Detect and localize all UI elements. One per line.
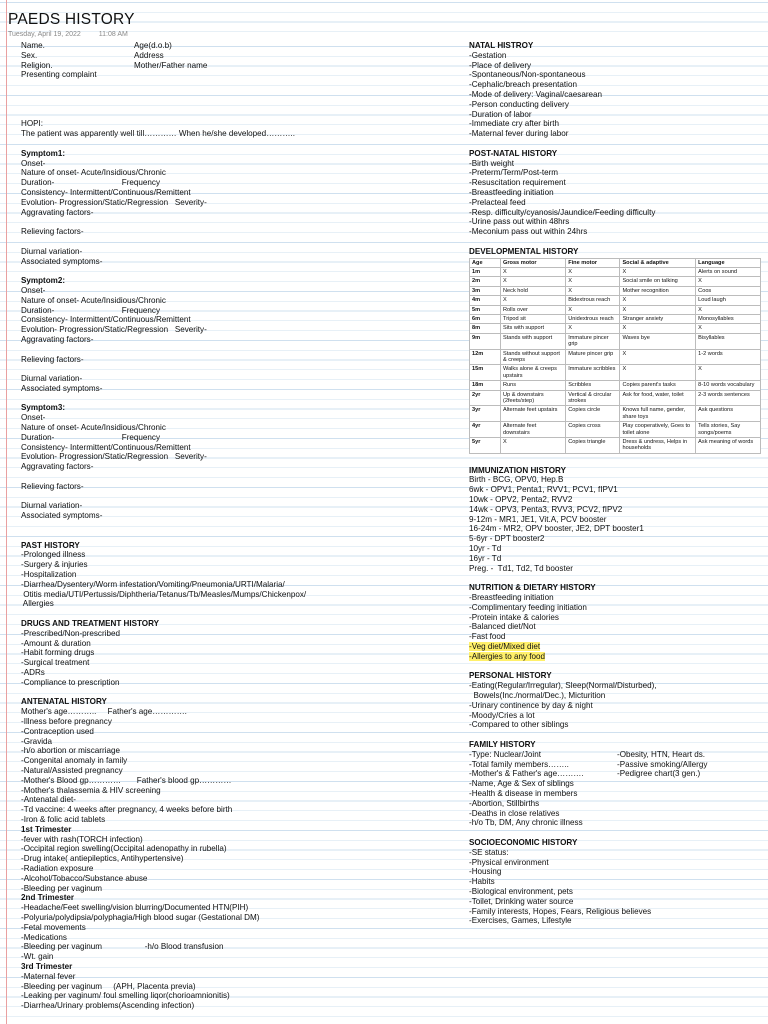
symptom-line: Duration- Frequency bbox=[21, 432, 160, 442]
relieving-factors: Relieving factors- bbox=[21, 481, 84, 491]
milestone-cell: 1-2 words bbox=[696, 349, 761, 365]
relieving-factors: Relieving factors- bbox=[21, 354, 84, 364]
symptom-line: Onset- bbox=[21, 285, 46, 295]
presenting-complaint: Presenting complaint bbox=[21, 70, 97, 80]
milestone-cell: Neck hold bbox=[501, 286, 566, 295]
section-title: NATAL HISTROY bbox=[469, 41, 534, 50]
section-line: -Prolonged illness bbox=[21, 550, 86, 560]
section-line: Allergies bbox=[21, 599, 54, 609]
milestone-cell: 2-3 words sentences bbox=[696, 390, 761, 406]
section-line: 10wk - OPV2, Penta2, RVV2 bbox=[469, 495, 573, 505]
age-cell: 6m bbox=[470, 314, 501, 323]
milestone-cell: X bbox=[620, 349, 696, 365]
age-cell: 5yr bbox=[470, 438, 501, 454]
milestone-cell: Knows full name, gender, share toys bbox=[620, 406, 696, 422]
table-row bbox=[470, 277, 761, 286]
milestone-cell: Alternate feet downstairs bbox=[501, 422, 566, 438]
section-line: -Birth weight bbox=[469, 158, 514, 168]
age-cell: 8m bbox=[470, 324, 501, 333]
section-line: -Diarrhea/Dysentery/Worm infestation/Vomiting/Pneumonia/URTI/Malaria/ bbox=[21, 579, 285, 589]
table-row bbox=[470, 381, 761, 390]
section-line: -Breastfeeding initiation bbox=[469, 593, 554, 603]
age-cell: 1m bbox=[470, 267, 501, 276]
milestone-cell: Stranger anxiety bbox=[620, 314, 696, 323]
milestone-cell: Ask for food, water, toilet bbox=[620, 390, 696, 406]
hopi-text: The patient was apparently well till………… When he/she developed……….. bbox=[21, 129, 295, 139]
drugs-history bbox=[21, 619, 451, 697]
section-title: DRUGS AND TREATMENT HISTORY bbox=[21, 619, 160, 629]
natal-history bbox=[469, 41, 761, 149]
paired-line: -Total family members…….. -Passive smoking/Allergy bbox=[469, 759, 708, 769]
symptom-title: Symptom1: bbox=[21, 148, 66, 158]
section-line: Bowels(Inc./normal/Dec.), Micturition bbox=[469, 691, 606, 700]
milestone-cell: Bidextrous reach bbox=[566, 296, 620, 305]
section-line: -Prelacteal feed bbox=[469, 197, 526, 207]
milestone-cell: X bbox=[620, 365, 696, 381]
section-line: -Surgery & injuries bbox=[21, 560, 88, 570]
section-line: 10yr - Td bbox=[469, 544, 502, 554]
section-line: -Housing bbox=[469, 867, 502, 877]
milestone-cell: Copies cross bbox=[566, 422, 620, 438]
milestone-cell: X bbox=[501, 277, 566, 286]
milestone-cell: Play cooperatively, Goes to toilet alone bbox=[620, 422, 696, 438]
milestone-cell: Ask questions bbox=[696, 406, 761, 422]
section-line: Birth - BCG, OPV0, Hep.B bbox=[469, 475, 564, 485]
relieving-factors: Relieving factors- bbox=[21, 227, 84, 237]
symptom-line: Consistency- Intermittent/Continuous/Remittent bbox=[21, 187, 191, 197]
section-line: -Mother's thalassemia & HIV screening bbox=[21, 785, 161, 795]
age-cell: 4m bbox=[470, 296, 501, 305]
age-cell: 15m bbox=[470, 365, 501, 381]
milestone-cell: Rolls over bbox=[501, 305, 566, 314]
section-line: -Bleeding per vaginum bbox=[21, 883, 102, 893]
milestone-cell: Mother recognition bbox=[620, 286, 696, 295]
column-header: Gross motor bbox=[501, 258, 566, 267]
section-line: -Diarrhea/Urinary problems(Ascending infection) bbox=[21, 1001, 195, 1011]
table-row bbox=[470, 438, 761, 454]
milestone-cell: 8-10 words vocabulary bbox=[696, 381, 761, 390]
milestone-cell: X bbox=[501, 267, 566, 276]
age-cell: 3yr bbox=[470, 406, 501, 422]
section-line: -SE status: bbox=[469, 847, 509, 857]
table-row bbox=[470, 390, 761, 406]
associated-symptoms: Associated symptoms- bbox=[21, 383, 103, 393]
section-line: 16-24m - MR2, OPV booster, JE2, DPT booster1 bbox=[469, 524, 644, 534]
milestone-cell: Runs bbox=[501, 381, 566, 390]
section-line: -Bleeding per vaginum (APH, Placenta previa) bbox=[21, 981, 196, 991]
milestone-cell: X bbox=[620, 296, 696, 305]
section-line: -Fast food bbox=[469, 632, 506, 642]
milestone-cell: Stands without support & creeps bbox=[501, 349, 566, 365]
socioeconomic-history bbox=[469, 838, 761, 926]
section-title: SOCIOECONOMIC HISTORY bbox=[469, 837, 578, 847]
symptom-line: Duration- Frequency bbox=[21, 305, 160, 315]
section-title: DEVELOPMENTAL HISTORY bbox=[469, 246, 579, 256]
immunization-history bbox=[469, 466, 761, 584]
section-line: 9-12m - MR1, JE1, Vit.A, PCV booster bbox=[469, 514, 607, 524]
section-line: -Drug intake( antiepileptics, Antihypertensive) bbox=[21, 854, 184, 864]
section-line: -Headache/Feet swelling/vision blurring/Documented HTN(PIH) bbox=[21, 903, 249, 913]
section-line: -Gravida bbox=[21, 736, 53, 746]
milestone-cell: X bbox=[566, 267, 620, 276]
symptom-line: Onset- bbox=[21, 413, 46, 423]
section-line: -Breastfeeding initiation bbox=[469, 187, 554, 197]
symptom-block bbox=[21, 276, 451, 403]
section-line: -Antenatal diet- bbox=[21, 795, 76, 805]
symptom-line: Aggravating factors- bbox=[21, 207, 94, 217]
section-line: -Alcohol/Tobacco/Substance abuse bbox=[21, 873, 148, 883]
milestone-cell: Social smile on talking bbox=[620, 277, 696, 286]
milestone-cell: X bbox=[696, 305, 761, 314]
section-line: -Polyuria/polydipsia/polyphagia/High blood sugar (Gestational DM) bbox=[21, 912, 260, 922]
milestone-cell: X bbox=[620, 305, 696, 314]
age-cell: 2m bbox=[470, 277, 501, 286]
hopi-title: HOPI: bbox=[21, 119, 44, 129]
paired-line: -Mother's & Father's age………. -Pedigree chart(3 gen.) bbox=[469, 769, 701, 779]
section-line: -Place of delivery bbox=[469, 60, 532, 70]
age-cell: 2yr bbox=[470, 390, 501, 406]
table-row bbox=[470, 406, 761, 422]
section-line: -Habits bbox=[469, 877, 495, 887]
milestone-cell: X bbox=[566, 277, 620, 286]
section-line: -Exercises, Games, Lifestyle bbox=[469, 916, 572, 926]
section-line: -Protein intake & calories bbox=[469, 612, 559, 622]
trimester-title: 1st Trimester bbox=[21, 824, 72, 834]
section-title: POST-NATAL HISTORY bbox=[469, 148, 558, 158]
section-line: -Leaking per vaginum/ foul smelling liqor(chorioamnionitis) bbox=[21, 991, 230, 1001]
milestone-cell: Tripod sit bbox=[501, 314, 566, 323]
personal-row: Religion. Mother/Father name bbox=[21, 60, 208, 70]
column-header: Age bbox=[470, 258, 501, 267]
associated-symptoms: Associated symptoms- bbox=[21, 511, 103, 521]
milestone-cell: Dress & undress, Helps in households bbox=[620, 438, 696, 454]
personal-history bbox=[469, 671, 761, 740]
section-line: -Bleeding per vaginum -h/o Blood transfusion bbox=[21, 942, 224, 952]
section-line: -Compliance to prescription bbox=[21, 677, 120, 687]
milestone-cell: Copies triangle bbox=[566, 438, 620, 454]
symptom-line: Evolution- Progression/Static/Regression Severity- bbox=[21, 452, 207, 462]
milestone-cell: Immature pincer grip bbox=[566, 333, 620, 349]
table-row bbox=[470, 286, 761, 295]
symptom-line: Nature of onset- Acute/Insidious/Chronic bbox=[21, 168, 166, 178]
section-line: -Spontaneous/Non-spontaneous bbox=[469, 70, 586, 80]
right-column bbox=[469, 41, 761, 926]
trimester-title: 2nd Trimester bbox=[21, 893, 75, 903]
section-line: -Toilet, Drinking water source bbox=[469, 896, 574, 906]
timestamp bbox=[8, 31, 146, 38]
age-cell: 5m bbox=[470, 305, 501, 314]
postnatal-history bbox=[469, 149, 761, 247]
milestone-cell: Immature scribbles bbox=[566, 365, 620, 381]
diurnal-variation: Diurnal variation- bbox=[21, 374, 83, 384]
trimester-title: 3rd Trimester bbox=[21, 961, 73, 971]
section-line: -Eating(Regular/Irregular), Sleep(Normal/Disturbed), bbox=[469, 681, 657, 691]
developmental-history bbox=[469, 247, 761, 466]
time-label: 11:08 AM bbox=[98, 31, 128, 38]
table-row bbox=[470, 324, 761, 333]
section-line: -Contraception used bbox=[21, 726, 94, 736]
table-row bbox=[470, 365, 761, 381]
milestone-cell: X bbox=[620, 324, 696, 333]
highlighted-line: -Allergies to any food bbox=[469, 651, 546, 661]
symptom-title: Symptom3: bbox=[21, 403, 66, 413]
section-line: -Preterm/Term/Post-term bbox=[469, 168, 559, 178]
symptom-line: Onset- bbox=[21, 158, 46, 168]
section-line: -Illness before pregnancy bbox=[21, 716, 112, 726]
section-line: -Prescribed/Non-prescribed bbox=[21, 628, 120, 638]
section-line: -Mother's Blood gp………… Father's blood gp………… bbox=[21, 775, 232, 785]
section-line: -Person conducting delivery bbox=[469, 99, 569, 109]
section-line: -Duration of labor bbox=[469, 109, 532, 119]
personal-row: Name. Age(d.o.b) bbox=[21, 41, 172, 50]
highlighted-line: -Veg diet/Mixed diet bbox=[469, 642, 541, 652]
section-line: -h/o abortion or miscarriage bbox=[21, 746, 120, 756]
milestone-cell: Vertical & circular strokes bbox=[566, 390, 620, 406]
page-title: PAEDS HISTORY bbox=[8, 11, 135, 28]
milestone-cell: X bbox=[566, 286, 620, 295]
section-line: -Health & disease in members bbox=[469, 788, 578, 798]
section-title: IMMUNIZATION HISTORY bbox=[469, 465, 566, 475]
milestone-cell: Walks alone & creeps upstairs bbox=[501, 365, 566, 381]
milestone-cell: Copies circle bbox=[566, 406, 620, 422]
milestone-cell: Scribbles bbox=[566, 381, 620, 390]
section-line: -Physical environment bbox=[469, 857, 549, 867]
section-line: -Resp. difficulty/cyanosis/Jaundice/Feeding difficulty bbox=[469, 207, 656, 217]
table-row bbox=[470, 422, 761, 438]
section-line: -Iron & folic acid tablets bbox=[21, 814, 106, 824]
milestone-cell: Waves bye bbox=[620, 333, 696, 349]
section-line: -Radiation exposure bbox=[21, 863, 94, 873]
section-line: -Gestation bbox=[469, 50, 507, 60]
section-line: -Occipital region swelling(Occipital adenopathy in rubella) bbox=[21, 844, 227, 854]
milestone-cell: Loud laugh bbox=[696, 296, 761, 305]
section-line: -Name, Age & Sex of siblings bbox=[469, 779, 574, 789]
section-line: -Natural/Assisted pregnancy bbox=[21, 765, 123, 775]
symptom-line: Evolution- Progression/Static/Regression Severity- bbox=[21, 197, 207, 207]
section-line: -Habit forming drugs bbox=[21, 648, 95, 658]
section-line: 16yr - Td bbox=[469, 553, 502, 563]
section-line: -Urine pass out within 48hrs bbox=[469, 217, 570, 227]
milestone-cell: Copies parent's tasks bbox=[620, 381, 696, 390]
milestone-cell: Monosyllables bbox=[696, 314, 761, 323]
section-line: -Family interests, Hopes, Fears, Religious believes bbox=[469, 906, 652, 916]
section-title: PAST HISTORY bbox=[21, 540, 80, 550]
section-line: Otitis media/UTI/Pertussis/Diphtheria/Tetanus/Tb/Measles/Mumps/Chickenpox/ bbox=[21, 589, 307, 599]
section-line: -Moody/Cries a lot bbox=[469, 710, 535, 720]
milestone-cell: Coos bbox=[696, 286, 761, 295]
milestone-cell: Ask meaning of words bbox=[696, 438, 761, 454]
section-title: NUTRITION & DIETARY HISTORY bbox=[469, 583, 596, 593]
section-line: -Biological environment, pets bbox=[469, 886, 573, 896]
milestone-cell: X bbox=[696, 277, 761, 286]
symptom-title: Symptom2: bbox=[21, 276, 66, 286]
milestone-cell: Alerts on sound bbox=[696, 267, 761, 276]
age-cell: 18m bbox=[470, 381, 501, 390]
paired-line: -Type: Nuclear/Joint -Obesity, HTN, Heart ds. bbox=[469, 749, 705, 759]
symptom-line: Consistency- Intermittent/Continuous/Remittent bbox=[21, 442, 191, 452]
section-line: -Urinary continence by day & night bbox=[469, 700, 593, 710]
section-line: 14wk - OPV3, Penta3, RVV3, PCV2, fIPV2 bbox=[469, 504, 623, 514]
table-row bbox=[470, 314, 761, 323]
section-line: -ADRs bbox=[21, 668, 45, 677]
table-row bbox=[470, 296, 761, 305]
symptom-line: Evolution- Progression/Static/Regression Severity- bbox=[21, 325, 207, 335]
table-row bbox=[470, 305, 761, 314]
column-header: Fine motor bbox=[566, 258, 620, 267]
section-line: -Balanced diet/Not bbox=[469, 622, 536, 632]
date-label: Tuesday, April 19, 2022 bbox=[8, 31, 81, 38]
milestone-cell: Alternate feet upstairs bbox=[501, 406, 566, 422]
age-cell: 4yr bbox=[470, 422, 501, 438]
section-line: -fever with rash(TORCH infection) bbox=[21, 834, 143, 844]
section-line: -Surgical treatment bbox=[21, 658, 90, 668]
symptom-line: Duration- Frequency bbox=[21, 178, 160, 188]
nutrition-history bbox=[469, 583, 761, 671]
milestone-cell: X bbox=[501, 438, 566, 454]
milestone-cell: Tells stories, Say songs/poems bbox=[696, 422, 761, 438]
section-line: -Meconium pass out within 24hrs bbox=[469, 227, 588, 237]
table-row bbox=[470, 267, 761, 276]
symptom-line: Aggravating factors- bbox=[21, 462, 94, 472]
symptom-line: Consistency- Intermittent/Continuous/Remittent bbox=[21, 315, 191, 325]
past-history bbox=[21, 541, 451, 619]
associated-symptoms: Associated symptoms- bbox=[21, 256, 103, 266]
section-title: ANTENATAL HISTORY bbox=[21, 697, 107, 707]
section-line: 6wk - OPV1, Penta1, RVV1, PCV1, fIPV1 bbox=[469, 485, 618, 495]
diurnal-variation: Diurnal variation- bbox=[21, 246, 83, 256]
section-line: -Mode of delivery: Vaginal/caesarean bbox=[469, 89, 603, 99]
milestone-cell: X bbox=[501, 296, 566, 305]
section-line: Preg. - Td1, Td2, Td booster bbox=[469, 563, 573, 573]
section-line: -Congenital anomaly in family bbox=[21, 756, 128, 766]
table-header-row bbox=[470, 258, 761, 267]
milestone-cell: X bbox=[696, 324, 761, 333]
section-line: -Compared to other siblings bbox=[469, 720, 569, 730]
milestone-cell: Sits with support bbox=[501, 324, 566, 333]
section-line: -Immediate cry after birth bbox=[469, 119, 559, 129]
left-column bbox=[21, 41, 451, 1011]
age-cell: 3m bbox=[470, 286, 501, 295]
column-header: Language bbox=[696, 258, 761, 267]
milestone-cell: Mature pincer grip bbox=[566, 349, 620, 365]
section-line: -Maternal fever during labor bbox=[469, 129, 569, 139]
column-header: Social & adaptive bbox=[620, 258, 696, 267]
family-history bbox=[469, 740, 761, 838]
section-line: -Deaths in close relatives bbox=[469, 808, 560, 818]
table-row bbox=[470, 349, 761, 365]
section-line: -Maternal fever bbox=[21, 971, 76, 981]
section-line: -Hospitalization bbox=[21, 570, 77, 580]
milestone-cell: X bbox=[696, 365, 761, 381]
section-line: -Resuscitation requirement bbox=[469, 178, 566, 188]
milestone-cell: X bbox=[566, 305, 620, 314]
milestones-table bbox=[469, 258, 761, 454]
milestone-cell: X bbox=[566, 324, 620, 333]
section-line: -Medications bbox=[21, 932, 67, 942]
symptom-block bbox=[21, 149, 451, 276]
symptom-line: Nature of onset- Acute/Insidious/Chronic bbox=[21, 295, 166, 305]
section-line: Mother's age……….. Father's age…………. bbox=[21, 707, 187, 717]
milestone-cell: Unidextrous reach bbox=[566, 314, 620, 323]
personal-row: Sex. Address bbox=[21, 50, 164, 60]
margin-line bbox=[6, 0, 7, 1024]
section-line: -Amount & duration bbox=[21, 638, 91, 648]
milestone-cell: X bbox=[620, 267, 696, 276]
diurnal-variation: Diurnal variation- bbox=[21, 501, 83, 511]
section-line: -Cephalic/breach presentation bbox=[469, 80, 577, 90]
section-line: -Fetal movements bbox=[21, 922, 86, 932]
section-title: PERSONAL HISTORY bbox=[469, 671, 552, 681]
section-line: -Complimentary feeding initiation bbox=[469, 602, 587, 612]
age-cell: 9m bbox=[470, 333, 501, 349]
table-row bbox=[470, 333, 761, 349]
milestone-cell: Stands with support bbox=[501, 333, 566, 349]
personal-details bbox=[21, 41, 451, 70]
symptom-line: Nature of onset- Acute/Insidious/Chronic bbox=[21, 423, 166, 433]
section-line: -h/o Tb, DM, Any chronic illness bbox=[469, 818, 583, 828]
section-line: 5-6yr - DPT booster2 bbox=[469, 534, 545, 544]
milestone-cell: Up & downstairs (2feets/step) bbox=[501, 390, 566, 406]
section-line: -Td vaccine: 4 weeks after pregnancy, 4 weeks before birth bbox=[21, 805, 233, 815]
symptom-block bbox=[21, 403, 451, 540]
milestone-cell: Bisyllables bbox=[696, 333, 761, 349]
age-cell: 12m bbox=[470, 349, 501, 365]
section-title: FAMILY HISTORY bbox=[469, 739, 536, 749]
symptom-line: Aggravating factors- bbox=[21, 334, 94, 344]
antenatal-history bbox=[21, 697, 451, 1011]
section-line: -Wt. gain bbox=[21, 952, 54, 962]
section-line: -Abortion, Stillbirths bbox=[469, 798, 540, 808]
